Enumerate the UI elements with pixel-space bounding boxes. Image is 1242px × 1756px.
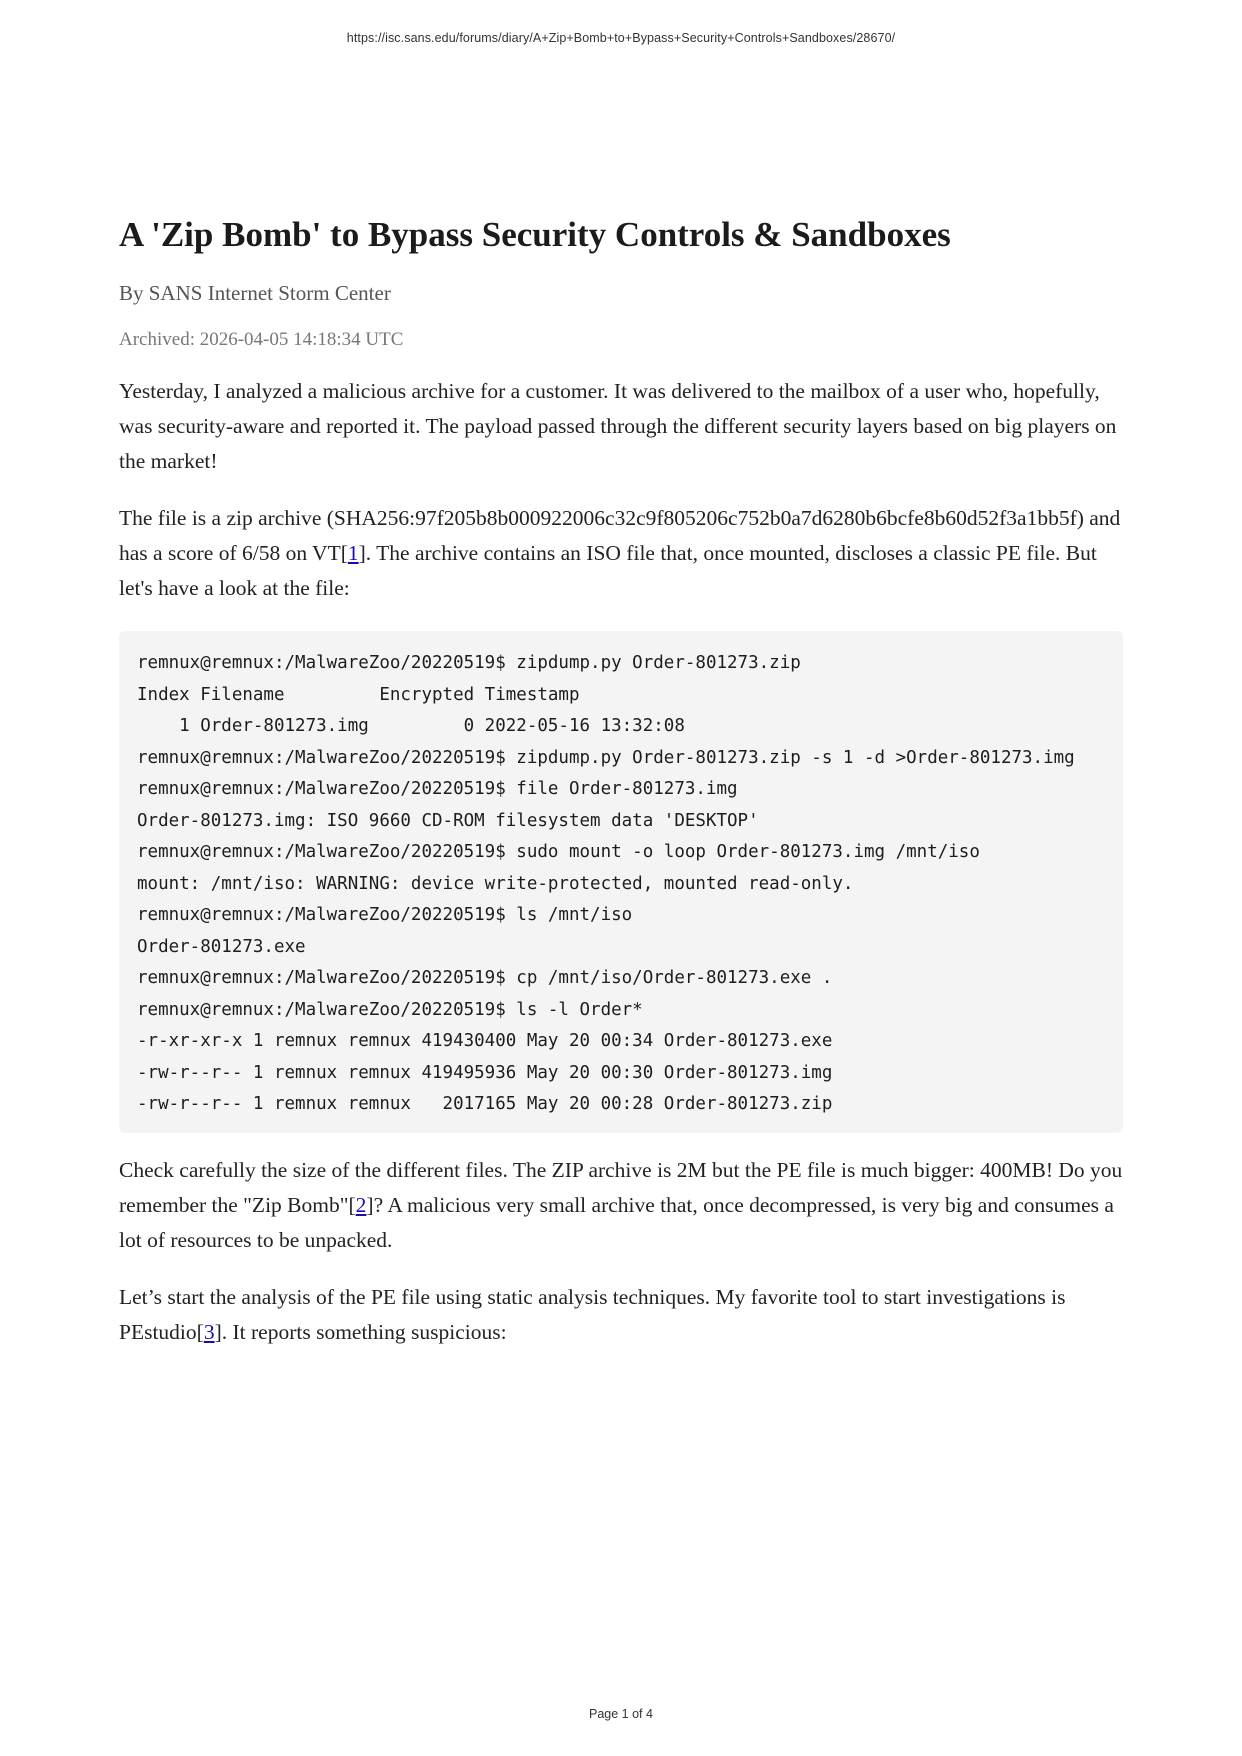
archived-timestamp: Archived: 2026-04-05 14:18:34 UTC <box>119 329 404 350</box>
code-line: Order-801273.exe <box>137 936 306 957</box>
article-byline: By SANS Internet Storm Center <box>119 281 391 305</box>
code-line: 1 Order-801273.img 0 2022-05-16 13:32:08 <box>137 716 685 736</box>
reference-link-3[interactable]: 3 <box>203 1319 215 1344</box>
code-line: remnux@remnux:/MalwareZoo/20220519$ ls /mnt/iso <box>137 905 633 925</box>
article <box>119 212 1123 1350</box>
paragraph-text: ]. The archive contains an ISO file that, once mounted, discloses a classic PE file. But let's have a look at the file: <box>119 541 1097 600</box>
code-line: remnux@remnux:/MalwareZoo/20220519$ cp /mnt/iso/Order-801273.exe . <box>137 968 833 988</box>
paragraph-pestudio <box>119 1280 1123 1350</box>
code-line: Order-801273.img: ISO 9660 CD-ROM filesystem data 'DESKTOP' <box>137 810 759 831</box>
code-line: -rw-r--r-- 1 remnux remnux 419495936 May 20 00:30 Order-801273.img <box>137 1062 833 1083</box>
page-number: Page 1 of 4 <box>589 1707 653 1721</box>
paragraph-zip-bomb <box>119 1153 1123 1258</box>
code-line: mount: /mnt/iso: WARNING: device write-protected, mounted read-only. <box>137 873 854 894</box>
code-line: remnux@remnux:/MalwareZoo/20220519$ zipdump.py Order-801273.zip <box>137 653 801 673</box>
paragraph-text: The file is a zip archive (SHA256:97f205b8b000922006c32c9f805206c752b0a7d6280b6bcfe8b60d52f3a1bb5f) and has a score of 6/58 on VT[ <box>119 506 1121 565</box>
paragraph-text: Check carefully the size of the different files. The ZIP archive is 2M but the PE file is much bigger: 400MB! Do you remember the "Zip Bomb"[ <box>119 1157 1123 1217</box>
paragraph-intro: Yesterday, I analyzed a malicious archive for a customer. It was delivered to the mailbox of a user who, hopefully, was security-aware and reported it. The payload passed through the different security layers based on big players on the market! <box>119 379 1117 473</box>
paragraph-file-info <box>119 501 1123 606</box>
reference-link-2[interactable]: 2 <box>355 1192 367 1217</box>
code-line: remnux@remnux:/MalwareZoo/20220519$ zipdump.py Order-801273.zip -s 1 -d >Order-801273.img <box>137 747 1075 768</box>
code-line: remnux@remnux:/MalwareZoo/20220519$ file Order-801273.img <box>137 779 738 799</box>
code-line: -r-xr-xr-x 1 remnux remnux 419430400 May 20 00:34 Order-801273.exe <box>137 1031 833 1051</box>
code-line: -rw-r--r-- 1 remnux remnux 2017165 May 20 00:28 Order-801273.zip <box>137 1094 833 1114</box>
reference-link-1[interactable]: 1 <box>347 541 359 565</box>
paragraph-text: ]. It reports something suspicious: <box>214 1319 507 1344</box>
code-line: remnux@remnux:/MalwareZoo/20220519$ ls -l Order* <box>137 999 643 1020</box>
paragraph-text: ]? A malicious very small archive that, once decompressed, is very big and consumes a lot of resources to be unpacked. <box>119 1192 1114 1252</box>
terminal-code-block <box>119 631 1123 1133</box>
code-line: Index Filename Encrypted Timestamp <box>137 684 580 705</box>
article-title: A 'Zip Bomb' to Bypass Security Controls & Sandboxes <box>119 215 951 254</box>
page-url: https://isc.sans.edu/forums/diary/A+Zip+Bomb+to+Bypass+Security+Controls+Sandboxes/28670/ <box>346 31 896 45</box>
paragraph-text: Let’s start the analysis of the PE file using static analysis techniques. My favorite tool to start investigations is PEstudio[ <box>119 1284 1066 1344</box>
code-line: remnux@remnux:/MalwareZoo/20220519$ sudo mount -o loop Order-801273.img /mnt/iso <box>137 842 980 862</box>
